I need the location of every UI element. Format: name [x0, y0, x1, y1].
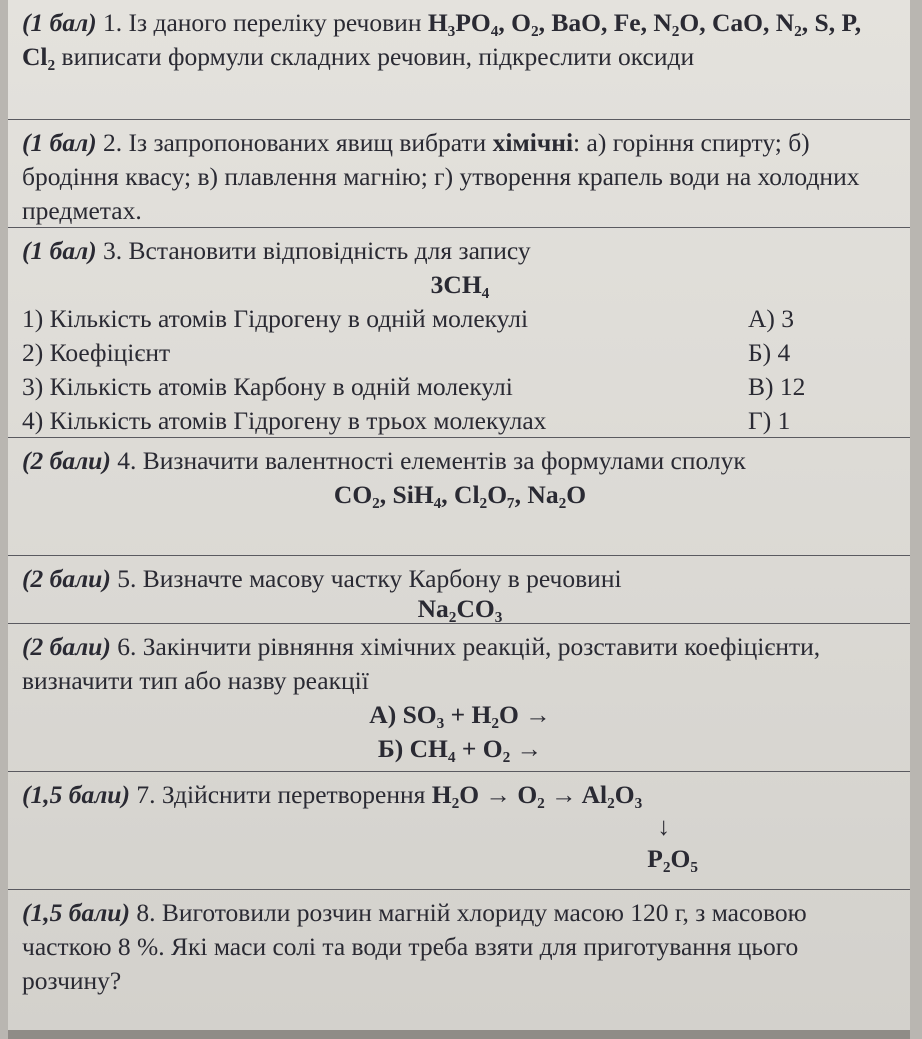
task-1: [8, 0, 910, 120]
task-5: [8, 556, 910, 624]
reaction-b: Б) CH₄ + O₂ →: [377, 734, 543, 763]
task-points: (2 бали): [22, 632, 111, 661]
task-8: [8, 890, 910, 1028]
match-left: 4) Кількість атомів Гідрогену в трьох молекулах: [22, 406, 547, 435]
task-text: : а) горіння спирту; б) бродіння квасу; в) плавлення магнію; г) утворення крапель води на холодних предметах.: [22, 128, 860, 225]
match-right: Б) 4: [748, 338, 791, 367]
match-left: 2) Коефіцієнт: [22, 338, 171, 367]
task-keyword: хімічні: [492, 128, 574, 157]
reaction-a: А) SO₃ + H₂O →: [369, 700, 551, 729]
task-points: (1 бал): [22, 8, 97, 37]
match-left: 1) Кількість атомів Гідрогену в одній молекулі: [22, 304, 529, 333]
transformation-chain: H₂O → O₂ → Al₂O₃: [431, 780, 643, 809]
task-formula: CO₂, SiH₄, Cl₂O₇, Na₂O: [333, 480, 587, 509]
task-4: [8, 438, 910, 556]
task-points: (1,5 бали): [22, 780, 130, 809]
match-right: А) 3: [748, 304, 795, 333]
task-points: (2 бали): [22, 564, 111, 593]
task-text: 3. Встановити відповідність для запису: [96, 236, 531, 265]
task-points: (1,5 бали): [22, 898, 130, 927]
task-2: [8, 120, 910, 228]
task-text: 1. Із даного переліку речовин: [96, 8, 428, 37]
task-points: (1 бал): [22, 236, 97, 265]
task-3: [8, 228, 910, 438]
match-right: Г) 1: [748, 406, 791, 435]
match-right: В) 12: [748, 372, 806, 401]
match-left: 3) Кількість атомів Карбону в одній молекулі: [22, 372, 513, 401]
match-row: [22, 302, 898, 336]
task-text: 7. Здійснити перетворення: [129, 780, 432, 809]
task-6: [8, 624, 910, 772]
task-text: 2. Із запропонованих явищ вибрати: [96, 128, 493, 157]
match-row: [22, 370, 898, 404]
match-row: [22, 404, 898, 438]
task-text: 4. Визначити валентності елементів за формулами сполук: [110, 446, 746, 475]
task-text: 5. Визначте масову частку Карбону в речовині: [110, 564, 622, 593]
worksheet: [8, 0, 910, 1030]
task-text: виписати формули складних речовин, підкреслити оксиди: [55, 42, 695, 71]
task-text: 6. Закінчити рівняння хімічних реакцій, розставити коефіцієнти, визначити тип або назву реакції: [22, 632, 821, 695]
task-text: 8. Виготовили розчин магній хлориду масою 120 г, з масовою часткою 8 %. Які маси солі та води треба взяти для приготування цього розчину?: [22, 898, 807, 995]
task-7: [8, 772, 910, 890]
task-formula: 3CH₄: [430, 270, 490, 299]
arrow-down-icon: ↓: [657, 812, 670, 841]
branch-product: P₂O₅: [647, 844, 698, 873]
substance-list: H₃PO₄, O₂, BaO, Fe, N₂O, CaO, N₂, S, P, Cl₂: [22, 8, 862, 71]
task-points: (2 бали): [22, 446, 111, 475]
task-points: (1 бал): [22, 128, 97, 157]
match-row: [22, 336, 898, 370]
task-formula: Na₂CO₃: [417, 594, 503, 623]
